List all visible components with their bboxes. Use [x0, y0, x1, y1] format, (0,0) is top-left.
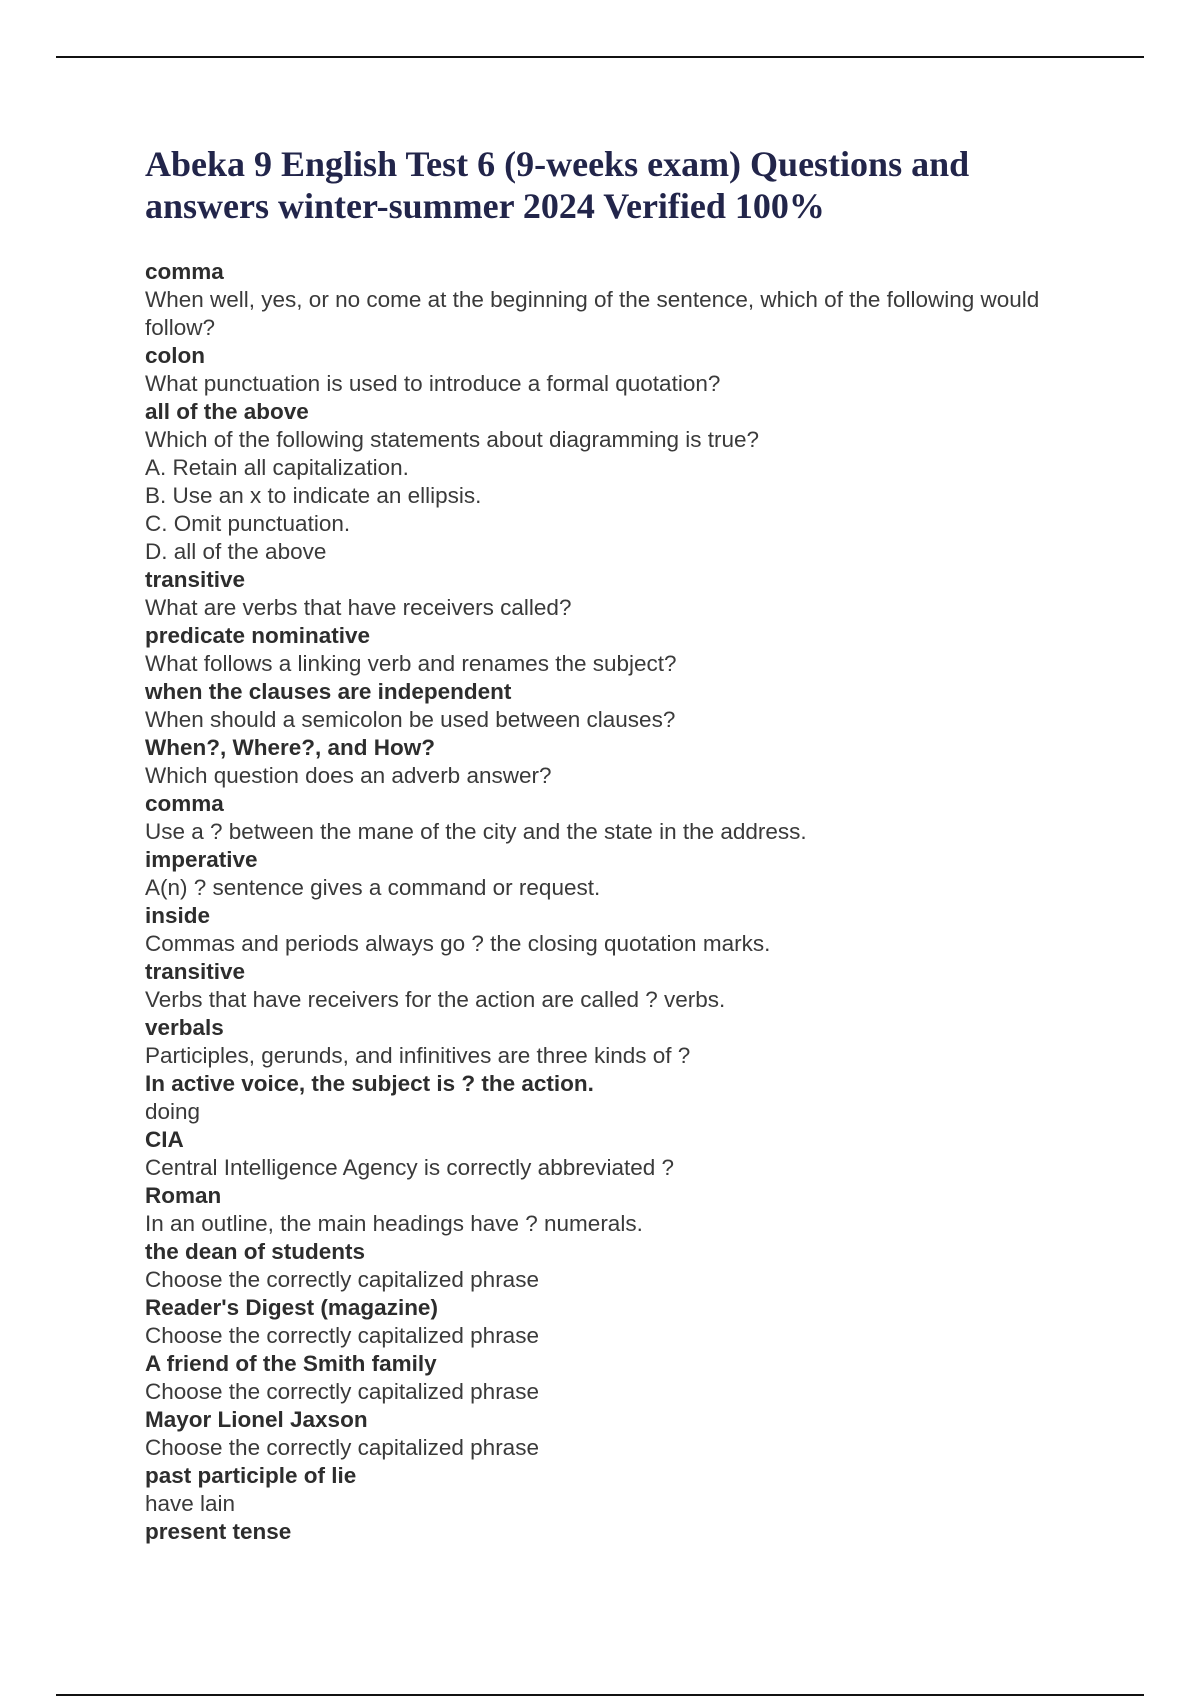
- qa-term: transitive: [145, 959, 246, 984]
- top-rule: [56, 56, 1144, 58]
- qa-definition-line: Choose the correctly capitalized phrase: [145, 1323, 539, 1348]
- document-title: Abeka 9 English Test 6 (9-weeks exam) Questions and answers winter-summer 2024 Verified 100%: [145, 144, 970, 226]
- qa-definition-line: Choose the correctly capitalized phrase: [145, 1267, 539, 1292]
- qa-definition-line: What punctuation is used to introduce a formal quotation?: [145, 371, 721, 396]
- qa-definition-line: Commas and periods always go ? the closing quotation marks.: [145, 931, 771, 956]
- qa-term: present tense: [145, 1519, 292, 1544]
- qa-term: In active voice, the subject is ? the action.: [145, 1071, 594, 1096]
- qa-definition-line: Participles, gerunds, and infinitives are three kinds of ?: [145, 1043, 691, 1068]
- qa-item: [145, 678, 1065, 734]
- qa-item: [145, 1182, 1065, 1238]
- qa-definition-line: Which question does an adverb answer?: [145, 763, 552, 788]
- qa-term: When?, Where?, and How?: [145, 735, 435, 760]
- qa-item: [145, 1406, 1065, 1462]
- qa-definition-line: C. Omit punctuation.: [145, 511, 351, 536]
- qa-term: when the clauses are independent: [145, 679, 512, 704]
- qa-item: [145, 1350, 1065, 1406]
- qa-item: [145, 846, 1065, 902]
- qa-definition-line: In an outline, the main headings have ? numerals.: [145, 1211, 643, 1236]
- qa-term: comma: [145, 259, 224, 284]
- qa-definition-line: A. Retain all capitalization.: [145, 455, 409, 480]
- qa-term: past participle of lie: [145, 1463, 357, 1488]
- qa-term: inside: [145, 903, 211, 928]
- qa-item: [145, 734, 1065, 790]
- qa-term: predicate nominative: [145, 623, 371, 648]
- qa-term: verbals: [145, 1015, 224, 1040]
- qa-definition-line: A(n) ? sentence gives a command or request.: [145, 875, 601, 900]
- qa-definition-line: Choose the correctly capitalized phrase: [145, 1435, 539, 1460]
- qa-definition-line: have lain: [145, 1491, 236, 1516]
- qa-definition-line: doing: [145, 1099, 201, 1124]
- qa-item: [145, 958, 1065, 1014]
- qa-item: [145, 790, 1065, 846]
- bottom-rule: [56, 1694, 1144, 1696]
- qa-item: [145, 1294, 1065, 1350]
- qa-definition-line: Which of the following statements about diagramming is true?: [145, 427, 760, 452]
- qa-item: [145, 398, 1065, 566]
- qa-list: [145, 258, 1065, 1546]
- qa-definition-line: B. Use an x to indicate an ellipsis.: [145, 483, 482, 508]
- qa-definition-line: What follows a linking verb and renames the subject?: [145, 651, 677, 676]
- qa-item: [145, 1014, 1065, 1070]
- qa-term: Reader's Digest (magazine): [145, 1295, 438, 1320]
- qa-item: [145, 258, 1065, 342]
- qa-term: CIA: [145, 1127, 184, 1152]
- qa-definition-line: Verbs that have receivers for the action are called ? verbs.: [145, 987, 726, 1012]
- qa-definition-line: When should a semicolon be used between clauses?: [145, 707, 676, 732]
- qa-definition-line: Use a ? between the mane of the city and the state in the address.: [145, 819, 807, 844]
- qa-item: [145, 1518, 1065, 1546]
- qa-term: imperative: [145, 847, 258, 872]
- qa-item: [145, 902, 1065, 958]
- qa-definition-line: D. all of the above: [145, 539, 327, 564]
- qa-term: Roman: [145, 1183, 222, 1208]
- qa-term: transitive: [145, 567, 246, 592]
- qa-item: [145, 622, 1065, 678]
- qa-term: all of the above: [145, 399, 309, 424]
- qa-definition-line: Choose the correctly capitalized phrase: [145, 1379, 539, 1404]
- qa-item: [145, 342, 1065, 398]
- qa-item: [145, 1070, 1065, 1126]
- qa-definition-line: What are verbs that have receivers called?: [145, 595, 572, 620]
- qa-definition-line: When well, yes, or no come at the beginning of the sentence, which of the following would follow?: [145, 287, 1040, 340]
- qa-term: A friend of the Smith family: [145, 1351, 437, 1376]
- qa-term: Mayor Lionel Jaxson: [145, 1407, 368, 1432]
- qa-item: [145, 1126, 1065, 1182]
- qa-item: [145, 1238, 1065, 1294]
- qa-term: colon: [145, 343, 205, 368]
- qa-term: comma: [145, 791, 224, 816]
- qa-item: [145, 566, 1065, 622]
- qa-term: the dean of students: [145, 1239, 366, 1264]
- qa-item: [145, 1462, 1065, 1518]
- qa-definition-line: Central Intelligence Agency is correctly abbreviated ?: [145, 1155, 675, 1180]
